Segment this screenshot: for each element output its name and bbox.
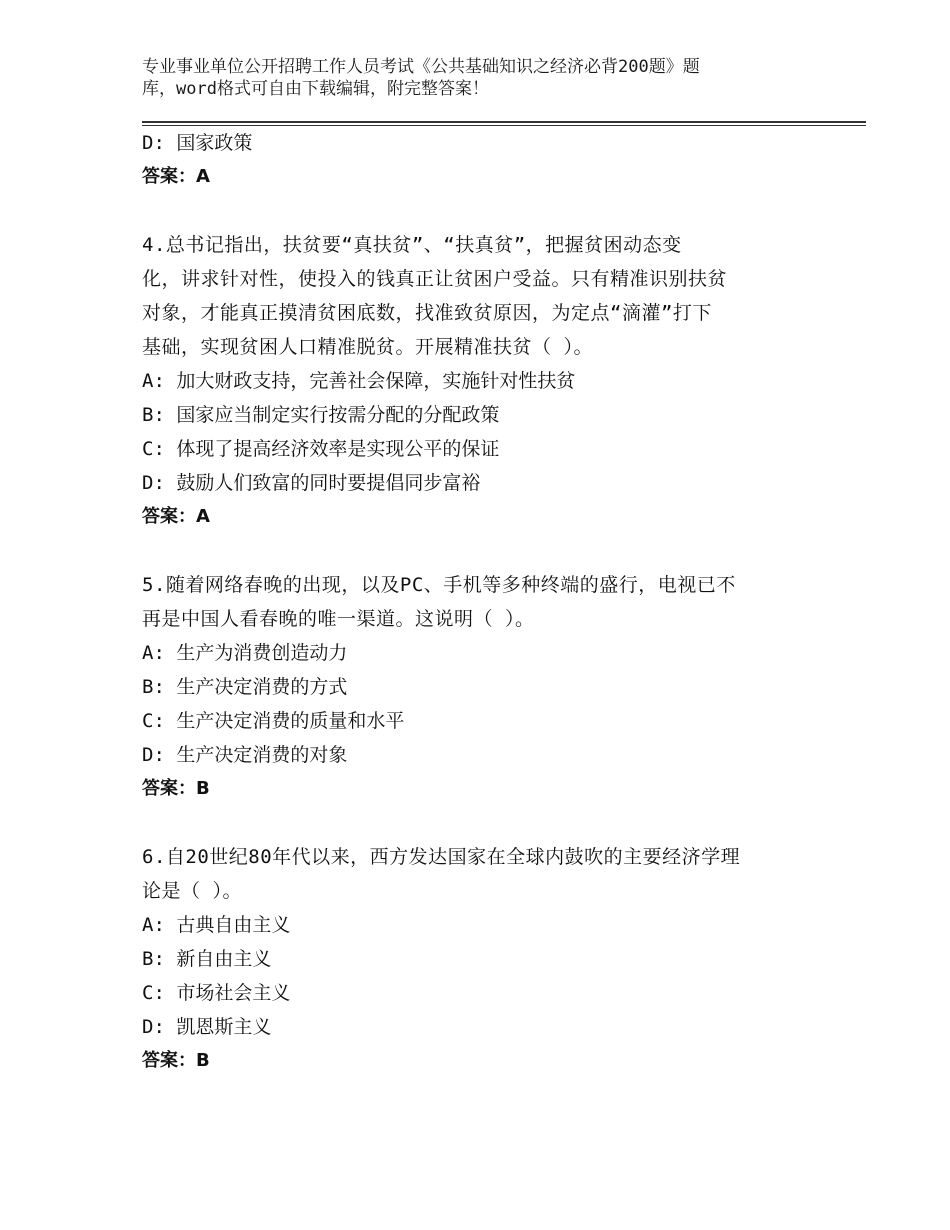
- page-header: [142, 56, 782, 100]
- question-4-answer: 答案：A: [142, 506, 210, 527]
- question-6-answer: 答案：B: [142, 1050, 210, 1071]
- question-5-answer: 答案：B: [142, 778, 210, 799]
- question-6-option-c: C: 市场社会主义: [142, 982, 291, 1004]
- question-5-stem: [142, 568, 842, 636]
- spacer: [142, 194, 842, 228]
- spacer: [142, 534, 842, 568]
- question-4-option-c: C: 体现了提高经济效率是实现公平的保证: [142, 438, 500, 460]
- question-6-stem: [142, 840, 842, 908]
- question-5-option-b: B: 生产决定消费的方式: [142, 676, 348, 698]
- header-title-line-2: 库，word格式可自由下载编辑，附完整答案！: [142, 79, 489, 99]
- question-4-option-a: A: 加大财政支持，完善社会保障，实施针对性扶贫: [142, 370, 576, 392]
- question-6-line-2: 论是（ ）。: [142, 880, 242, 902]
- question-5-line-2: 再是中国人看春晚的唯一渠道。这说明（ ）。: [142, 608, 535, 630]
- question-6-option-b: B: 新自由主义: [142, 948, 272, 970]
- prev-answer: 答案：A: [142, 166, 210, 187]
- question-4-stem: [142, 228, 842, 364]
- question-5-option-c: C: 生产决定消费的质量和水平: [142, 710, 405, 732]
- question-4-line-3: 对象，才能真正摸清贫困底数，找准致贫原因，为定点“滴灌”打下: [142, 302, 712, 324]
- question-4-line-2: 化，讲求针对性，使投入的钱真正让贫困户受益。只有精准识别扶贫: [142, 268, 728, 290]
- question-6-line-1: 6.自20世纪80年代以来，西方发达国家在全球内鼓吹的主要经济学理: [142, 846, 741, 868]
- question-5-option-d: D: 生产决定消费的对象: [142, 744, 348, 766]
- question-4-option-b: B: 国家应当制定实行按需分配的分配政策: [142, 404, 500, 426]
- header-rule-thick: [142, 121, 866, 123]
- question-5-option-a: A: 生产为消费创造动力: [142, 642, 348, 664]
- question-4-option-d: D: 鼓励人们致富的同时要提倡同步富裕: [142, 472, 481, 494]
- spacer: [142, 806, 842, 840]
- document-body: [142, 126, 842, 1078]
- question-6-option-d: D: 凯恩斯主义: [142, 1016, 272, 1038]
- question-6-option-a: A: 古典自由主义: [142, 914, 291, 936]
- question-5-line-1: 5.随着网络春晚的出现，以及PC、手机等多种终端的盛行，电视已不: [142, 574, 736, 596]
- question-4-line-4: 基础，实现贫困人口精准脱贫。开展精准扶贫（ ）。: [142, 336, 593, 358]
- question-4-line-1: 4.总书记指出，扶贫要“真扶贫”、“扶真贫”，把握贫困动态变: [142, 234, 682, 256]
- header-title-line-1: 专业事业单位公开招聘工作人员考试《公共基础知识之经济必背200题》题: [142, 57, 700, 77]
- prev-option-d: D: 国家政策: [142, 132, 253, 154]
